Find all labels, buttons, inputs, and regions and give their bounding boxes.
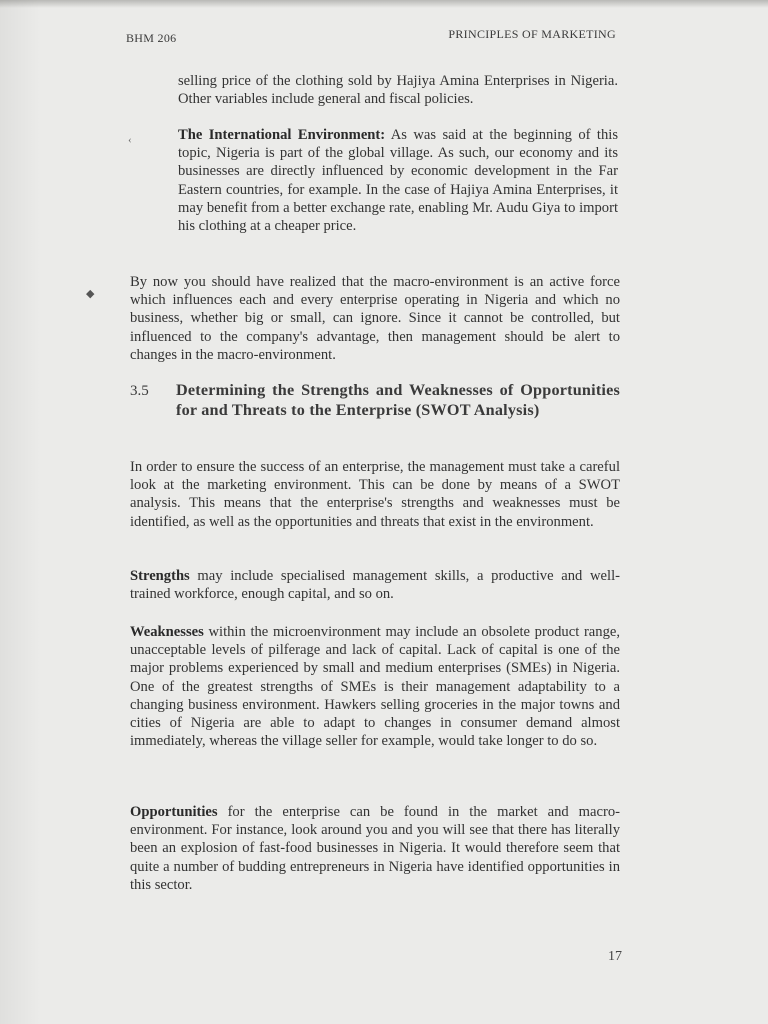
list-bullet: ‹ (128, 134, 132, 146)
paragraph-swot-intro: In order to ensure the success of an enterprise, the management must take a careful look at the marketing environment. This can be done by means of a SWOT analysis. This means that the enterprise's strengths and weaknesses must be identified, as well as the opportunities and threats that exist in the environment. (130, 459, 620, 530)
section-number: 3.5 (130, 383, 149, 399)
term-strengths: Strengths (130, 568, 190, 584)
paragraph-opportunities (130, 803, 620, 894)
paragraph-international-environment (178, 126, 618, 235)
scan-speck: ◆ (86, 288, 95, 300)
paragraph-text: for the enterprise can be found in the market and macro-environment. For instance, look around you and you will see that there has literally been an explosion of fast-food businesses in Nigeria. It would therefore seem that quite a number of budding entrepreneurs in Nigeria have identified opportunities in this sector. (130, 804, 620, 893)
section-title: Determining the Strengths and Weaknesses of Opportunities for and Threats to the Enterprise (SWOT Analysis) (176, 381, 620, 419)
page-number: 17 (608, 949, 622, 964)
term-opportunities: Opportunities (130, 804, 218, 820)
paragraph-strengths (130, 567, 620, 603)
paragraph-text: may include specialised management skills, a productive and well-trained workforce, enough capital, and so on. (130, 568, 620, 603)
paragraph-text: As was said at the beginning of this topic, Nigeria is part of the global village. As such, our economy and its businesses are directly influenced by economic development in the Far Eastern countries, for example. In the case of Hajiya Amina Enterprises, it may benefit from a better exchange rate, enabling Mr. Audu Giya to import his clothing at a cheaper price. (178, 127, 618, 235)
term-weaknesses: Weaknesses (130, 624, 204, 640)
paragraph-macro-environment: By now you should have realized that the macro-environment is an active force which influences each and every enterprise operating in Nigeria and which no business, whether big or small, can ignore. Since it cannot be controlled, but influenced to the company's advantage, then management should be alert to changes in the macro-environment. (130, 274, 620, 363)
header-course-code: BHM 206 (126, 31, 177, 45)
header-course-title: PRINCIPLES OF MARKETING (448, 27, 616, 41)
term-international-environment: The International Environment: (178, 127, 386, 143)
paragraph-text: within the microenvironment may include an obsolete product range, unacceptable levels of pilferage and lack of capital. Lack of capital is one of the major problems experienced by small and medium enterprises (SMEs) in Nigeria. One of the greatest strengths of SMEs is their management adaptability to a changing business environment. Hawkers selling groceries in the major towns and cities of Nigeria are able to adapt to changes in consumer demand almost immediately, whereas the village seller for example, would take longer to do so. (130, 624, 620, 750)
paragraph-weaknesses (130, 623, 620, 750)
paragraph-continuation: selling price of the clothing sold by Hajiya Amina Enterprises in Nigeria. Other variables include general and fiscal policies. (178, 73, 618, 108)
